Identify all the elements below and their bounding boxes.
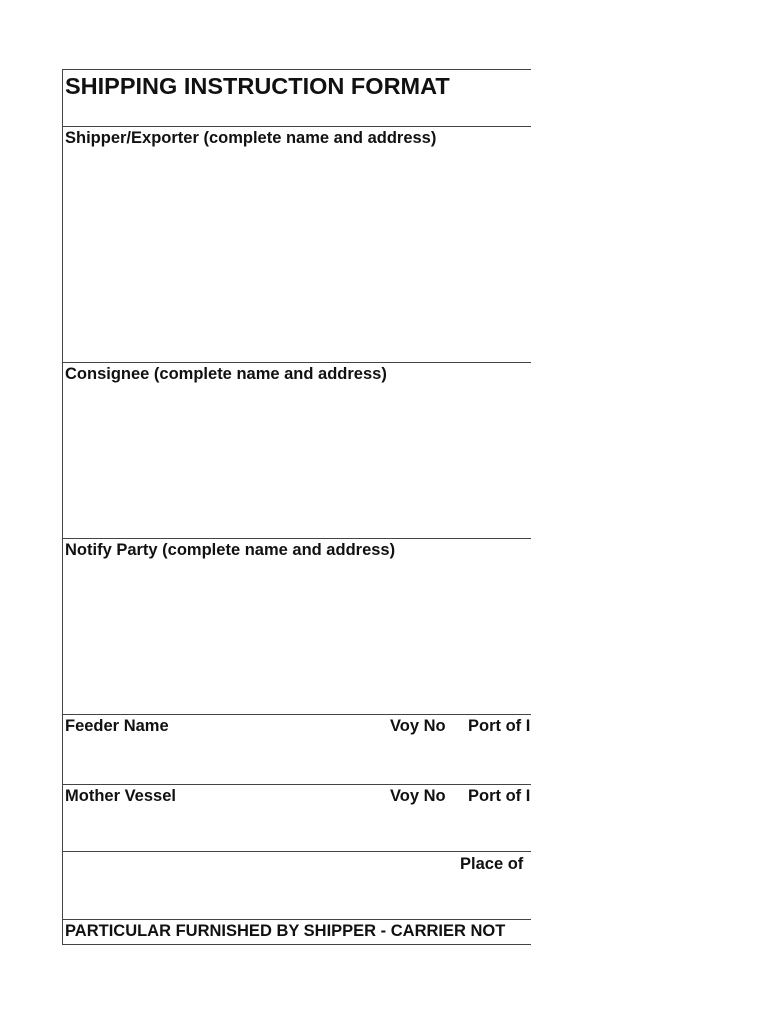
consignee-field[interactable] (63, 385, 531, 537)
consignee-label: Consignee (complete name and address) (65, 365, 387, 383)
particulars-label: PARTICULAR FURNISHED BY SHIPPER - CARRIER NOT (65, 922, 506, 940)
mother-vessel-field[interactable] (63, 807, 531, 850)
shipper-label: Shipper/Exporter (complete name and address) (65, 129, 437, 147)
mother-voy-label: Voy No (390, 787, 446, 805)
divider-mother (63, 851, 531, 852)
divider-title (63, 126, 531, 127)
feeder-field[interactable] (63, 737, 531, 783)
divider-place (63, 919, 531, 920)
divider-consignee (63, 538, 531, 539)
shipper-field[interactable] (63, 149, 531, 361)
place-of-label: Place of (460, 855, 524, 873)
place-field[interactable] (63, 875, 531, 918)
notify-party-label: Notify Party (complete name and address) (65, 541, 396, 559)
divider-notify (63, 714, 531, 715)
form-top-border (63, 69, 531, 70)
form-bottom-border (63, 944, 531, 945)
feeder-port-label: Port of I (468, 717, 531, 735)
mother-vessel-label: Mother Vessel (65, 787, 176, 805)
divider-feeder (63, 784, 531, 785)
form-title: SHIPPING INSTRUCTION FORMAT (65, 73, 450, 99)
shipping-instruction-form (62, 69, 531, 945)
divider-shipper (63, 362, 531, 363)
feeder-voy-label: Voy No (390, 717, 446, 735)
notify-party-field[interactable] (63, 561, 531, 713)
feeder-name-label: Feeder Name (65, 717, 169, 735)
mother-port-label: Port of I (468, 787, 531, 805)
